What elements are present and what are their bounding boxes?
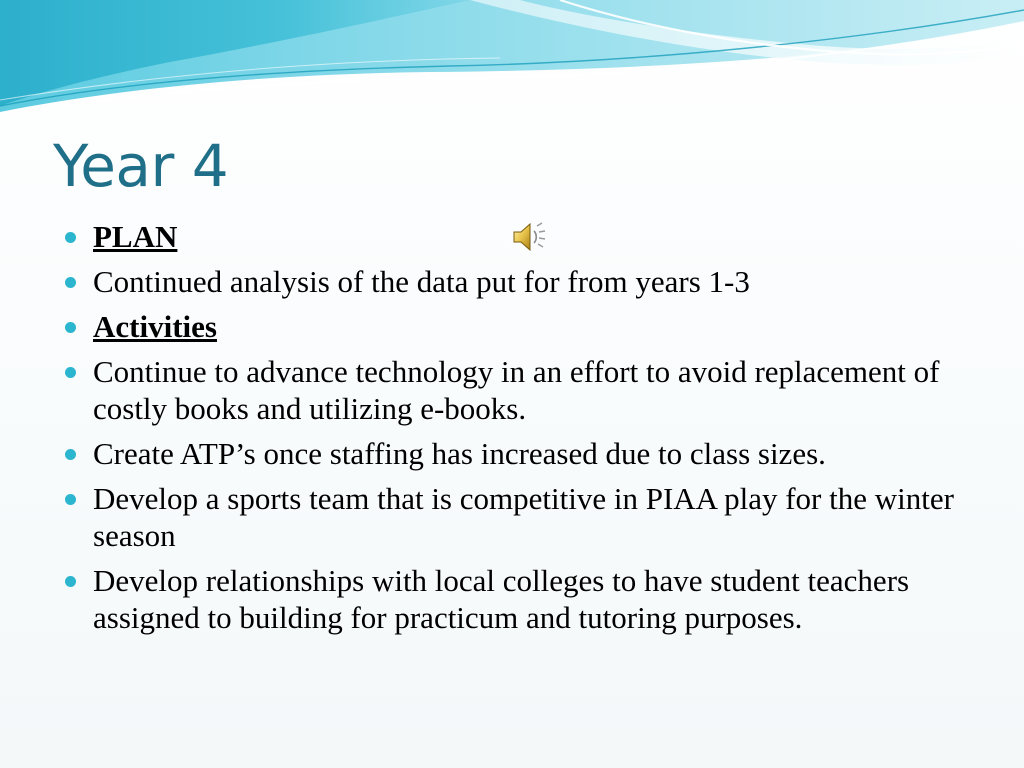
bullet-dot-icon — [65, 367, 76, 378]
bullet-dot-icon — [65, 277, 76, 288]
bullet-text: Develop relationships with local colleges to have student teachers assigned to building for practicum and tutoring purposes. — [93, 563, 910, 635]
bullet-heading-activities: Activities — [93, 309, 217, 344]
bullet-item — [64, 435, 964, 472]
bullet-text: Create ATP’s once staffing has increased due to class sizes. — [93, 436, 826, 471]
bullet-item — [64, 263, 964, 300]
header-wave-decoration — [0, 0, 1024, 130]
bullet-text: Continued analysis of the data put for from years 1-3 — [93, 264, 750, 299]
bullet-dot-icon — [65, 322, 76, 333]
bullet-dot-icon — [65, 232, 76, 243]
bullet-item — [64, 353, 964, 427]
bullet-list — [64, 218, 964, 644]
bullet-heading-plan: PLAN — [93, 219, 178, 254]
bullet-item — [64, 562, 964, 636]
speaker-icon[interactable] — [511, 220, 547, 254]
slide-title: Year 4 — [53, 132, 229, 200]
bullet-item — [64, 308, 964, 345]
bullet-text: Develop a sports team that is competitive in PIAA play for the winter season — [93, 481, 954, 553]
bullet-item — [64, 480, 964, 554]
bullet-dot-icon — [65, 494, 76, 505]
bullet-dot-icon — [65, 449, 76, 460]
bullet-text: Continue to advance technology in an effort to avoid replacement of costly books and utilizing e-books. — [93, 354, 940, 426]
bullet-dot-icon — [65, 576, 76, 587]
